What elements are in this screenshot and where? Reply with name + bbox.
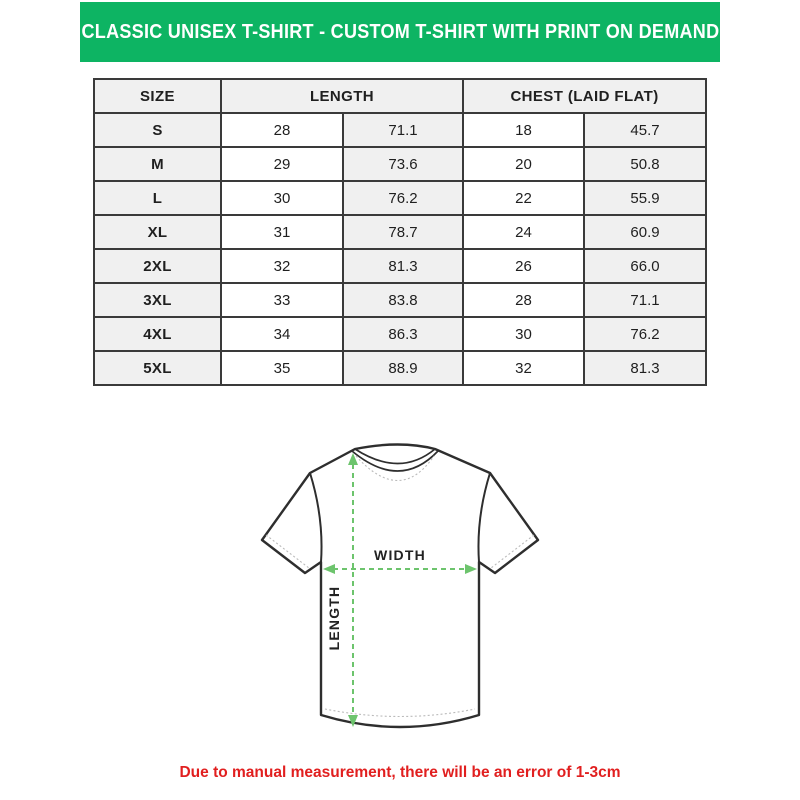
chest-cm-cell: 45.7	[584, 113, 706, 147]
chest-cm-cell: 60.9	[584, 215, 706, 249]
chest-cm-cell: 50.8	[584, 147, 706, 181]
table-row	[94, 283, 706, 317]
chest-cm-cell: 81.3	[584, 351, 706, 385]
chest-in-cell: 20	[463, 147, 584, 181]
size-table-body	[94, 113, 706, 385]
page-title: CLASSIC UNISEX T-SHIRT - CUSTOM T-SHIRT WITH PRINT ON DEMAND	[81, 20, 719, 43]
length-label: LENGTH	[326, 585, 342, 651]
length-cm-cell: 73.6	[343, 147, 463, 181]
table-row	[94, 317, 706, 351]
length-in-cell: 30	[221, 181, 343, 215]
length-in-cell: 34	[221, 317, 343, 351]
tshirt-diagram	[240, 428, 560, 753]
chest-cm-cell: 66.0	[584, 249, 706, 283]
chest-cm-cell: 76.2	[584, 317, 706, 351]
chest-in-cell: 26	[463, 249, 584, 283]
chest-in-cell: 32	[463, 351, 584, 385]
length-cm-cell: 88.9	[343, 351, 463, 385]
header-row	[94, 79, 706, 113]
chest-cm-cell: 55.9	[584, 181, 706, 215]
measurement-note: Due to manual measurement, there will be an error of 1-3cm	[179, 764, 621, 781]
title-banner	[80, 2, 720, 62]
size-table-header	[94, 79, 706, 113]
col-header-length: LENGTH	[221, 79, 463, 113]
table-row	[94, 147, 706, 181]
length-cm-cell: 83.8	[343, 283, 463, 317]
table-row	[94, 351, 706, 385]
length-cm-cell: 78.7	[343, 215, 463, 249]
width-label: WIDTH	[374, 547, 426, 563]
size-cell: 3XL	[94, 283, 221, 317]
table-row	[94, 181, 706, 215]
length-cm-cell: 81.3	[343, 249, 463, 283]
chest-in-cell: 18	[463, 113, 584, 147]
size-cell: S	[94, 113, 221, 147]
length-in-cell: 31	[221, 215, 343, 249]
size-cell: L	[94, 181, 221, 215]
length-cm-cell: 76.2	[343, 181, 463, 215]
length-in-cell: 29	[221, 147, 343, 181]
chest-cm-cell: 71.1	[584, 283, 706, 317]
length-cm-cell: 71.1	[343, 113, 463, 147]
size-cell: 5XL	[94, 351, 221, 385]
size-cell: 4XL	[94, 317, 221, 351]
size-cell: XL	[94, 215, 221, 249]
size-cell: M	[94, 147, 221, 181]
length-in-cell: 33	[221, 283, 343, 317]
tshirt-outline	[262, 445, 538, 728]
chest-in-cell: 24	[463, 215, 584, 249]
length-in-cell: 35	[221, 351, 343, 385]
length-in-cell: 28	[221, 113, 343, 147]
chest-in-cell: 28	[463, 283, 584, 317]
size-table	[93, 78, 707, 386]
table-row	[94, 113, 706, 147]
col-header-size: SIZE	[94, 79, 221, 113]
chest-in-cell: 22	[463, 181, 584, 215]
table-row	[94, 215, 706, 249]
length-in-cell: 32	[221, 249, 343, 283]
length-cm-cell: 86.3	[343, 317, 463, 351]
col-header-chest: CHEST (LAID FLAT)	[463, 79, 706, 113]
table-row	[94, 249, 706, 283]
chest-in-cell: 30	[463, 317, 584, 351]
size-cell: 2XL	[94, 249, 221, 283]
